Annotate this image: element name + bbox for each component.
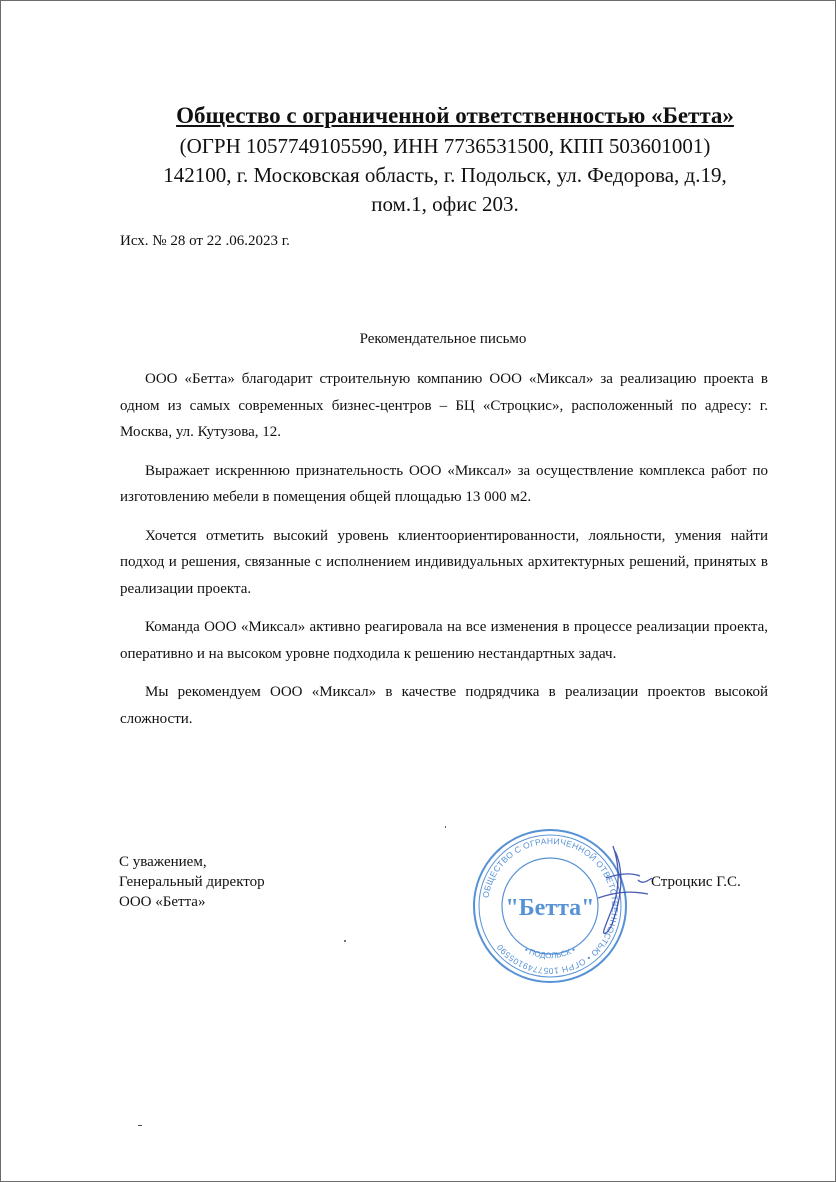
signer-name: Строцкис Г.С. [651, 874, 741, 890]
address-line-2: пом.1, офис 203. [371, 192, 519, 216]
stamp-city-text: • ПОДОЛЬСК • [523, 945, 577, 961]
scan-speck [138, 1125, 142, 1126]
letter-title: Рекомендательное письмо [359, 331, 527, 347]
signer-company: ООО «Бетта» [119, 894, 206, 910]
stamp-ring-text: ОБЩЕСТВО С ОГРАНИЧЕННОЙ ОТВЕТСТВЕННОСТЬЮ • ОГРН 1057749105590 [480, 835, 621, 977]
address-line-1: 142100, г. Московская область, г. Подольск, ул. Федорова, д.19, [163, 163, 727, 187]
letterhead [100, 100, 790, 219]
paragraph: ООО «Бетта» благодарит строительную компанию ООО «Миксал» за реализацию проекта в одном из самых современных бизнес-центров – БЦ «Строцкис», расположенный по адресу: г. Москва, ул. Кутузова, 12. [120, 371, 768, 440]
paragraph: Хочется отметить высокий уровень клиентоориентированности, лояльности, умения найти подход и решения, связанные с исполнением индивидуальных архитектурных решений, принятых в реализации проекта. [120, 527, 768, 597]
letter-body [120, 366, 768, 744]
paragraph: Команда ООО «Миксал» активно реагировала на все изменения в процессе реализации проекта, оперативно и на высоком уровне подходила к решению нестандартных задач. [120, 619, 768, 662]
scan-speck [344, 940, 346, 942]
paragraph: Мы рекомендуем ООО «Миксал» в качестве подрядчика в реализации проектов высокой сложности. [120, 684, 768, 727]
signer-position: Генеральный директор [119, 874, 265, 890]
registration-numbers: (ОГРН 1057749105590, ИНН 7736531500, КПП 503601001) [179, 134, 711, 158]
scan-speck [445, 826, 446, 828]
outgoing-reference: Исх. № 28 от 22 .06.2023 г. [120, 233, 290, 249]
handwritten-signature-icon [568, 838, 658, 948]
company-name: Общество с ограниченной ответственностью «Бетта» [176, 103, 734, 128]
closing: С уважением, [119, 854, 207, 870]
paragraph: Выражает искреннюю признательность ООО «Миксал» за осуществление комплекса работ по изготовлению мебели в помещения общей площадью 13 000 м2. [120, 462, 768, 505]
signature-block [119, 852, 265, 912]
stamp-center-text: "Бетта" [505, 895, 595, 921]
